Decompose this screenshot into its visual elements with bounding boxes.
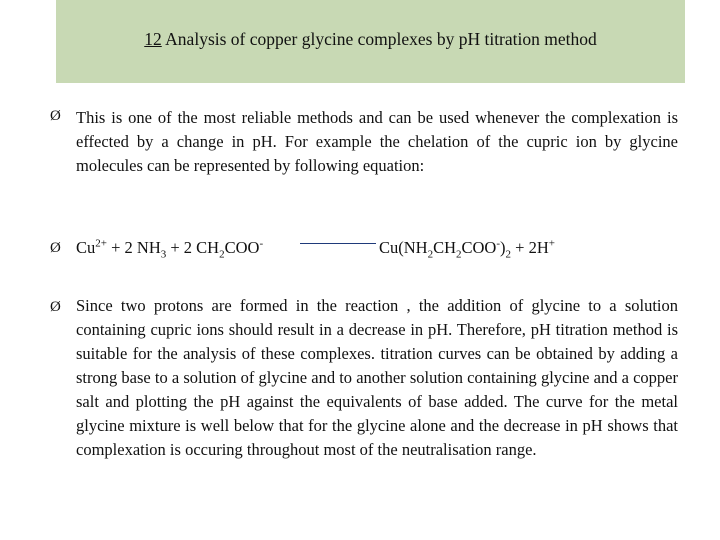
equation-reactants: $Cu^{2+} + 2$ $NH_3 + 2$ $CH_2COO^-$ <box>76 237 264 261</box>
paragraph-explanation: Since two protons are formed in the reaction , the addition of glycine to a solution containing cupric ions should result in a decrease in pH. Therefore, pH titration method is suitable for the analysis of these complexes. titration curves can be obtained by adding a strong base to a solution of glycine and to another solution containing glycine and a copper salt and plotting the pH against the equivalents of base added. The curve for the metal glycine mixture is well below that for the glycine alone and the decrease in pH shows that complexation is occuring throughout most of the neutralisation range. <box>76 296 678 459</box>
bullet-arrow-icon: Ø <box>50 108 61 124</box>
bullet-arrow-icon: Ø <box>50 240 61 256</box>
chemical-equation <box>76 236 696 260</box>
title-banner <box>56 0 685 83</box>
bullet-arrow-icon: Ø <box>50 299 61 315</box>
section-number: 12 <box>144 29 162 49</box>
slide-title <box>56 28 685 50</box>
reaction-arrow <box>300 243 376 244</box>
equation-products: $Cu(NH_2CH_2COO^-)_2 + 2H^+$ <box>379 237 555 261</box>
title-text: Analysis of copper glycine complexes by pH titration method <box>165 29 597 49</box>
paragraph-intro: This is one of the most reliable methods and can be used whenever the complexation is effected by a change in pH. For example the chelation of the cupric ion by glycine molecules can be represented by following equation: <box>76 108 678 175</box>
